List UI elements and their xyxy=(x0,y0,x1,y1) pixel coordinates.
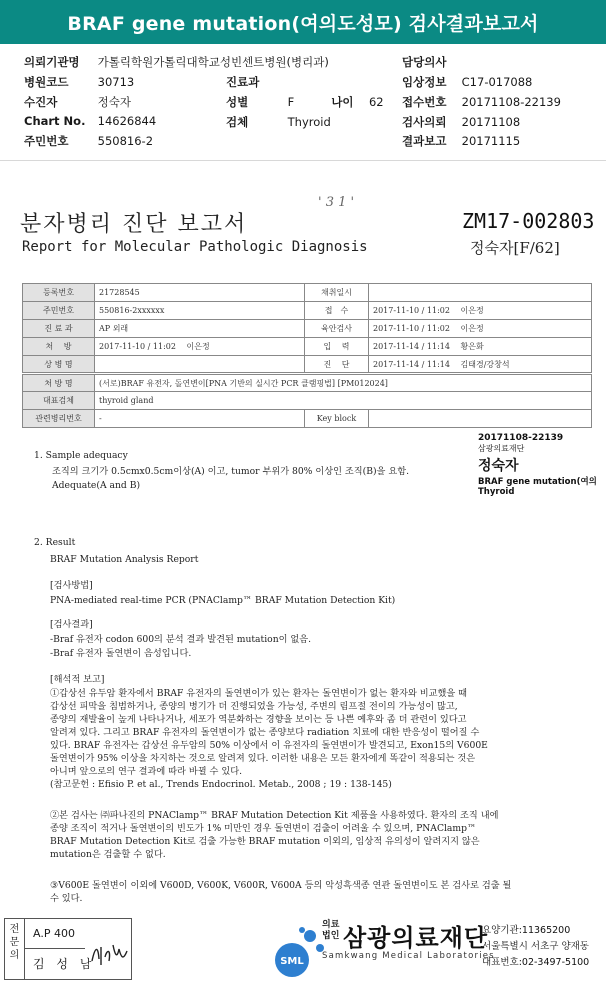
clinical-info-label: 임상정보 xyxy=(402,75,447,89)
sex-value: F xyxy=(287,95,295,109)
clinical-info-field xyxy=(402,74,532,90)
table-label: 접 수 xyxy=(305,302,369,320)
report-banner xyxy=(0,0,606,44)
result-line-2: -Braf 유전자 돌연변이 음성입니다. xyxy=(50,648,192,659)
organization-name: 삼광의료재단 xyxy=(343,924,489,952)
resident-no-label: 주민번호 xyxy=(24,134,69,148)
stamp-test: BRAF gene mutation(여의 xyxy=(478,477,597,487)
report-title-english: Report for Molecular Pathologic Diagnosis xyxy=(22,239,368,255)
table-row xyxy=(23,392,592,410)
table-value: 2017-11-14 / 11:14 황은화 xyxy=(369,338,592,356)
table-label: 상 병 명 xyxy=(23,356,95,374)
table-row xyxy=(23,338,592,356)
ap-number: A.P 400 xyxy=(33,927,75,940)
table-value: thyroid gland xyxy=(95,392,592,410)
hospital-code-label: 병원코드 xyxy=(24,75,69,89)
method-label: [검사방법] xyxy=(50,580,93,591)
vertical-char: 전 xyxy=(9,924,20,935)
hospital-code-value: 30713 xyxy=(97,75,135,89)
org-prefix-line: 법인 xyxy=(322,931,340,941)
resident-no-field xyxy=(24,133,153,149)
doctor-field xyxy=(402,54,450,70)
table-value: 2017-11-10 / 11:02 이은정 xyxy=(95,338,305,356)
org-prefix-line: 의료 xyxy=(322,920,340,930)
specimen-field xyxy=(226,114,331,130)
table-value: 550816-2xxxxxx xyxy=(95,302,305,320)
paragraph-line: BRAF Mutation Detection Kit로 검출 가능한 BRAF mutation 이외의, 임상적 유의성이 알려지지 않은 xyxy=(50,836,480,847)
sml-logo-icon xyxy=(268,922,330,980)
accession-field xyxy=(402,94,561,110)
table-label: 육안검사 xyxy=(305,320,369,338)
specimen-label: 검체 xyxy=(226,115,249,129)
request-date-field xyxy=(402,114,520,130)
interpretation-paragraph-3 xyxy=(50,879,511,905)
hospital-code-field xyxy=(24,74,134,90)
report-footer xyxy=(0,910,606,985)
stamp-specimen: Thyroid xyxy=(478,487,515,497)
specimen-label-stamp xyxy=(478,433,597,497)
vertical-char: 의 xyxy=(9,950,20,961)
table-row xyxy=(23,302,592,320)
accession-label: 접수번호 xyxy=(402,95,447,109)
age-label: 나이 xyxy=(331,95,354,109)
table-value: (서로)BRAF 유전자, 돌연변이[PNA 기반의 실시간 PCR 클램핑법] [PM012024] xyxy=(95,374,592,392)
registration-table xyxy=(22,283,592,428)
table-label: 채취일시 xyxy=(305,284,369,302)
table-label: 등록번호 xyxy=(23,284,95,302)
table-label: 주민번호 xyxy=(23,302,95,320)
table-label: Key block xyxy=(305,410,369,428)
logo-text: SML xyxy=(280,956,304,967)
table-value: AP 외래 xyxy=(95,320,305,338)
header-divider xyxy=(0,160,606,161)
table-row xyxy=(23,320,592,338)
signature-image xyxy=(89,939,129,969)
paragraph-line: mutation은 검출할 수 없다. xyxy=(50,849,166,860)
result-line-1: -Braf 유전자 codon 600의 분석 결과 발견된 mutation이 없음. xyxy=(50,634,312,645)
resident-no-value: 550816-2 xyxy=(97,134,154,148)
contact-info xyxy=(482,923,589,971)
sex-field xyxy=(226,94,384,110)
table-row xyxy=(23,356,592,374)
interpretation-label: [해석적 보고] xyxy=(50,674,105,685)
paragraph-line: 아니며 앞으로의 연구 결과에 따라 바뀔 수 있다. xyxy=(50,766,242,777)
patient-value: 정숙자 xyxy=(97,95,131,109)
department-field xyxy=(226,74,263,90)
table-label: 입 력 xyxy=(305,338,369,356)
table-value: - xyxy=(95,410,305,428)
table-row xyxy=(23,374,592,392)
paragraph-line: 수 있다. xyxy=(50,893,83,904)
section-result-heading: 2. Result xyxy=(34,537,76,548)
pathologist-box xyxy=(4,918,132,980)
interpretation-paragraph-1 xyxy=(50,687,488,791)
vertical-char: 문 xyxy=(9,937,20,948)
requester-label: 의뢰기관명 xyxy=(24,55,80,69)
paragraph-line: 종양 조직이 적거나 돌연변이의 빈도가 1% 미만인 경우 돌연변이 검출이 어려울 수 있으며, PNAClamp™ xyxy=(50,823,477,834)
scanned-report xyxy=(0,175,606,910)
specialist-vertical-label xyxy=(5,919,25,979)
result-label: [검사결과] xyxy=(50,619,93,630)
sex-label: 성별 xyxy=(226,95,249,109)
patient-field xyxy=(24,94,131,110)
table-label: 처 방 xyxy=(23,338,95,356)
report-title-korean: 분자병리 진단 보고서 xyxy=(20,212,248,237)
patient-summary: 정숙자[F/62] xyxy=(470,239,560,257)
sample-criteria-text: 조직의 크기가 0.5cmx0.5cm이상(A) 이고, tumor 부위가 80% 이상인 조직(B)을 요함. xyxy=(52,466,410,477)
requester-row xyxy=(24,54,329,70)
handwritten-mark: ' 3 1 ' xyxy=(318,195,355,210)
patient-label: 수진자 xyxy=(24,95,58,109)
table-value: 21728545 xyxy=(95,284,305,302)
paragraph-line: ②본 검사는 ㈜파나진의 PNAClamp™ BRAF Mutation Detection Kit 제품을 사용하였다. 환자의 조직 내에 xyxy=(50,810,499,821)
interpretation-paragraph-2 xyxy=(50,809,498,861)
report-date-label: 결과보고 xyxy=(402,134,447,148)
chart-no-field xyxy=(24,114,156,128)
paragraph-line: 종양의 재발율이 높게 나타나거나, 세포가 역분화하는 경향을 보이는 등 나쁜 예후와 좀 더 관련이 있다고 xyxy=(50,714,467,725)
table-label: 진 단 xyxy=(305,356,369,374)
stamp-lab: 삼광의료재단 xyxy=(478,444,525,453)
organization-name-english: Samkwang Medical Laboratories xyxy=(322,951,495,961)
banner-title: BRAF gene mutation(여의도성모) 검사결과보고서 xyxy=(67,12,539,35)
sample-adequacy-result: Adequate(A and B) xyxy=(52,480,141,491)
table-value: 2017-11-10 / 11:02 이은정 xyxy=(369,302,592,320)
stamp-accession: 20171108-22139 xyxy=(478,433,564,443)
specimen-value: Thyroid xyxy=(287,115,331,129)
paragraph-line: 갑상선 피막을 침범하거나, 종양의 병기가 더 진행되었을 가능성, 주변의 림프절 전이의 가능성이 많고, xyxy=(50,701,458,712)
institution-code: 요양기관:11365200 xyxy=(482,925,571,936)
doctor-name: 김 성 남 xyxy=(33,957,96,971)
table-label: 관련병리번호 xyxy=(23,410,95,428)
section-sample-heading: 1. Sample adequacy xyxy=(34,450,128,461)
method-text: PNA-mediated real-time PCR (PNAClamp™ BRAF Mutation Detection Kit) xyxy=(50,595,396,606)
document-number: ZM17-002803 xyxy=(462,209,595,233)
table-value xyxy=(95,356,305,374)
request-date-value: 20171108 xyxy=(461,115,521,129)
table-row xyxy=(23,284,592,302)
age-value: 62 xyxy=(368,95,384,109)
table-label: 진 료 과 xyxy=(23,320,95,338)
request-date-label: 검사의뢰 xyxy=(402,115,447,129)
paragraph-line: 알려져 있다. 그리고 BRAF 유전자의 돌연변이가 없는 종양보다 radiation 치료에 대한 반응성이 떨어질 수 xyxy=(50,727,480,738)
table-row xyxy=(23,410,592,428)
clinical-info-value: C17-017088 xyxy=(461,75,533,89)
paragraph-line: 있다. BRAF 유전자는 갑상선 유두암의 50% 이상에서 이 유전자의 돌연변이가 발견되고, Exon15의 V600E xyxy=(50,740,488,751)
table-label: 처 방 명 xyxy=(23,374,95,392)
department-label: 진료과 xyxy=(226,75,260,89)
stamp-patient: 정숙자 xyxy=(478,458,519,474)
table-value: 2017-11-10 / 11:02 이은정 xyxy=(369,320,592,338)
requester-value: 가톨릭학원가톨릭대학교성빈센트병원(병리과) xyxy=(97,55,329,69)
doctor-label: 담당의사 xyxy=(402,55,447,69)
accession-value: 20171108-22139 xyxy=(461,95,561,109)
table-value: 2017-11-14 / 11:14 김태경/강창석 xyxy=(369,356,592,374)
paragraph-line: (참고문헌 : Efisio P. et al., Trends Endocrinol. Metab., 2008 ; 19 : 138-145) xyxy=(50,779,392,790)
box-divider xyxy=(25,948,85,949)
result-subtitle: BRAF Mutation Analysis Report xyxy=(50,554,199,565)
chart-no-label: Chart No. xyxy=(24,114,86,128)
chart-no-value: 14626844 xyxy=(97,114,157,128)
table-label: 대표검체 xyxy=(23,392,95,410)
paragraph-line: ③V600E 돌연변이 이외에 V600D, V600K, V600R, V600A 등의 악성흑색종 연관 돌연변이도 본 검사로 검출 될 xyxy=(50,880,512,891)
paragraph-line: 돌연변이가 95% 이상을 차지하는 것으로 알려져 있다. 이러한 내용은 모든 환자에게 똑같이 적용되는 것은 xyxy=(50,753,476,764)
org-legal-prefix xyxy=(322,920,339,942)
paragraph-line: ①갑상선 유두암 환자에서 BRAF 유전자의 돌연변이가 있는 환자는 돌연변이가 없는 환자와 비교했을 때 xyxy=(50,688,468,699)
table-value xyxy=(369,284,592,302)
address: 서울특별시 서초구 양재동 xyxy=(482,941,589,952)
report-date-value: 20171115 xyxy=(461,134,521,148)
phone-number: 대표번호:02-3497-5100 xyxy=(482,957,590,968)
report-date-field xyxy=(402,133,520,149)
table-value xyxy=(369,410,592,428)
